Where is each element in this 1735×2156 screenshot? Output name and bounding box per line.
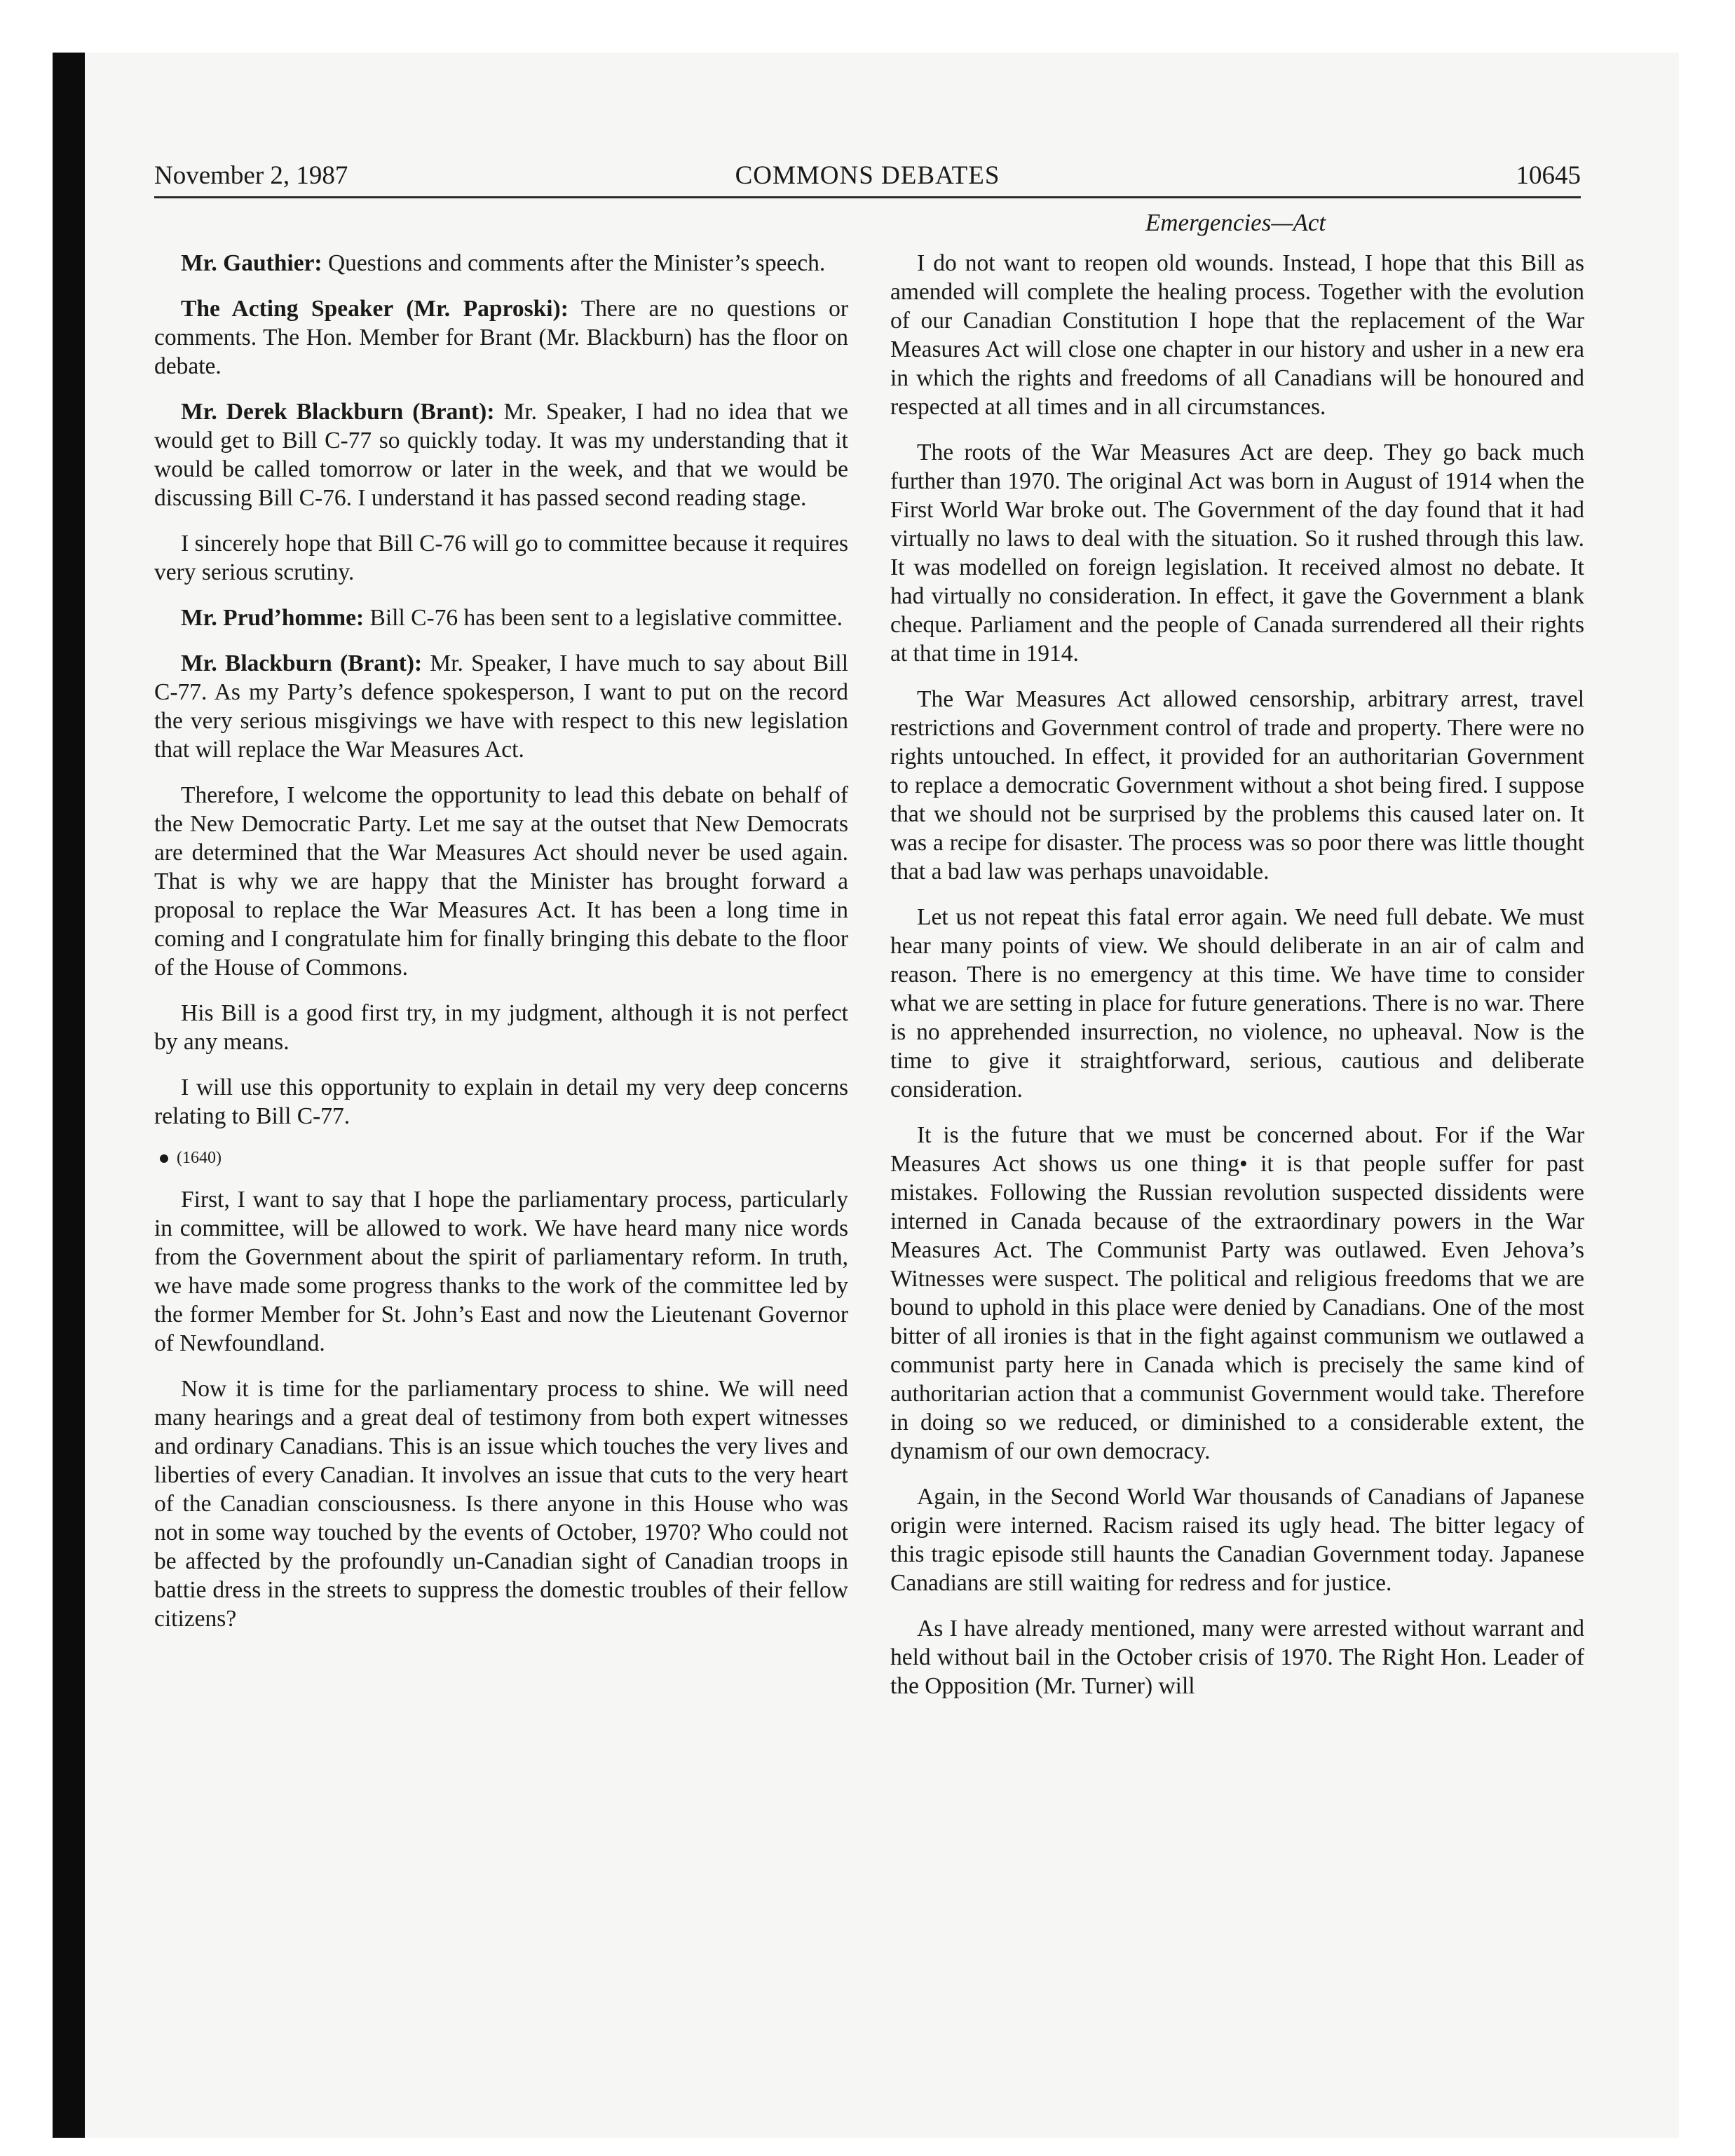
section-title: Emergencies—Act [1145, 209, 1326, 236]
paragraph [154, 397, 848, 512]
paragraph [154, 999, 848, 1056]
paragraph-text: Mr. Speaker, I had no idea that we would get to Bill C-77 so quickly today. It was my understanding that it would be called tomorrow or later in the week, and that we would be discussing Bill C-76. I understand it has passed second reading stage. [154, 399, 849, 511]
paragraph [890, 249, 1584, 421]
paragraph-text: Mr. Speaker, I have much to say about Bill C-77. As my Party’s defence spokesperson, I want to put on the record the very serious misgivings we have with respect to this new legislation that will replace the War Measures Act. [154, 650, 849, 763]
speaker-name: Mr. Derek Blackburn (Brant): [181, 399, 495, 425]
right-column [890, 249, 1584, 1717]
paragraph [154, 1185, 848, 1358]
header-publication: COMMONS DEBATES [735, 161, 1000, 190]
paragraph-text: The War Measures Act allowed censorship, arbitrary arrest, travel restrictions and Government control of trade and property. There were no rights untouched. In effect, it provided for an authoritarian Government to replace a democratic Government without a shot being fired. I suppose that we should not be surprised by the problems this caused later on. It was a recipe for disaster. The process was so poor there was little thought that a bad law was perhaps unavoidable. [890, 686, 1584, 885]
paragraph [154, 249, 848, 278]
time-marker [160, 1147, 848, 1168]
header-page-number: 10645 [1516, 161, 1581, 190]
paragraph-text: I will use this opportunity to explain in detail my very deep concerns relating to Bill C-77. [154, 1074, 848, 1129]
binding-edge [53, 53, 85, 2138]
paragraph-text: Now it is time for the parliamentary process to shine. We will need many hearings and a great deal of testimony from both expert witnesses and ordinary Canadians. This is an issue which touches the very lives and liberties of every Canadian. It involves an issue that cuts to the very heart of the Canadian consciousness. Is there anyone in this House who was not in some way touched by the events of October, 1970? Who could not be affected by the profoundly un-Canadian sight of Canadian troops in battie dress in the streets to suppress the domestic troubles of their fellow citizens? [154, 1376, 848, 1632]
paragraph [154, 294, 848, 381]
header-date: November 2, 1987 [154, 161, 348, 190]
paragraph-text: The roots of the War Measures Act are deep. They go back much further than 1970. The original Act was born in August of 1914 when the First World War broke out. The Government of the day found that it had virtually no laws to deal with the situation. So it rushed through this law. It was modelled on foreign legislation. It received almost no debate. It had virtually no consideration. In effect, it gave the Government a blank cheque. Parliament and the people of Canada surrendered all their rights at that time in 1914. [890, 439, 1584, 667]
speaker-name: Mr. Prud’homme: [181, 605, 365, 631]
paragraph [890, 1614, 1584, 1700]
time-mark-label: (1640) [177, 1149, 222, 1167]
paragraph-text: I do not want to reopen old wounds. Instead, I hope that this Bill as amended will complete the healing process. Together with the evolution of our Canadian Constitution I hope that the replacement of the War Measures Act will close one chapter in our history and usher in a new era in which the rights and freedoms of all Canadians will be honoured and respected at all times and in all circumstances. [890, 250, 1584, 420]
speaker-name: Mr. Blackburn (Brant): [181, 650, 423, 676]
paragraph-text: His Bill is a good first try, in my judgment, although it is not perfect by any means. [154, 1000, 848, 1055]
paragraph-text: As I have already mentioned, many were arrested without warrant and held without bail in the October crisis of 1970. The Right Hon. Leader of the Opposition (Mr. Turner) will [890, 1616, 1584, 1699]
speaker-name: The Acting Speaker (Mr. Paproski): [181, 296, 569, 322]
paragraph-text: I sincerely hope that Bill C-76 will go to committee because it requires very serious scrutiny. [154, 531, 848, 585]
paragraph [154, 1073, 848, 1131]
paragraph-text: Questions and comments after the Minister’s speech. [322, 250, 826, 276]
paragraph [154, 649, 848, 764]
paragraph-text: There are no questions or comments. The Hon. Member for Brant (Mr. Blackburn) has the floor on debate. [154, 296, 848, 379]
paragraph [890, 438, 1584, 668]
left-column [154, 249, 848, 1650]
speaker-name: Mr. Gauthier: [181, 250, 322, 276]
paragraph [890, 685, 1584, 886]
paragraph [154, 603, 848, 632]
paragraph [154, 1374, 848, 1633]
paragraph-text: First, I want to say that I hope the parliamentary process, particularly in committee, will be allowed to work. We have heard many nice words from the Government about the spirit of parliamentary reform. In truth, we have made some progress thanks to the work of the committee led by the former Member for St. John’s East and now the Lieutenant Governor of Newfoundland. [154, 1187, 848, 1356]
paragraph [154, 529, 848, 587]
paragraph [154, 781, 848, 982]
paragraph-text: It is the future that we must be concerned about. For if the War Measures Act shows us one thing• it is that people suffer for past mistakes. Following the Russian revolution suspected dissidents were interned in Canada because of the extraordinary powers in the War Measures Act. The Communist Party was outlawed. Even Jehova’s Witnesses were suspect. The political and religious freedoms that we are bound to uphold in this place were denied by Canadians. One of the most bitter of all ironies is that in the fight against communism we outlawed a communist party here in Canada which is precisely the same kind of authoritarian action that a communist Government would take. Therefore in doing so we reduced, or diminished to a considerable extent, the dynamism of our own democracy. [890, 1122, 1584, 1464]
paragraph-text: Therefore, I welcome the opportunity to lead this debate on behalf of the New Democratic Party. Let me say at the outset that New Democrats are determined that the War Measures Act should never be used again. That is why we are happy that the Minister has brought forward a proposal to replace the War Measures Act. It has been a long time in coming and I congratulate him for finally bringing this debate to the floor of the House of Commons. [154, 782, 848, 981]
paragraph-text: Bill C-76 has been sent to a legislative committee. [364, 605, 843, 631]
paragraph [890, 903, 1584, 1104]
running-head [154, 154, 1581, 198]
paragraph-text: Let us not repeat this fatal error again. We need full debate. We must hear many points of view. We should deliberate in an air of calm and reason. There is no emergency at this time. We have time to consider what we are setting in place for future generations. There is no war. There is no apprehended insurrection, no violence, no upheaval. Now is the time to give it straightforward, serious, cautious and deliberate consideration. [890, 904, 1584, 1103]
bullet-icon [160, 1154, 168, 1163]
paragraph [890, 1121, 1584, 1466]
paragraph [890, 1482, 1584, 1597]
paragraph-text: Again, in the Second World War thousands of Canadians of Japanese origin were interned. Racism raised its ugly head. The bitter legacy of this tragic episode still haunts the Canadian Government today. Japanese Canadians are still waiting for redress and for justice. [890, 1484, 1584, 1596]
